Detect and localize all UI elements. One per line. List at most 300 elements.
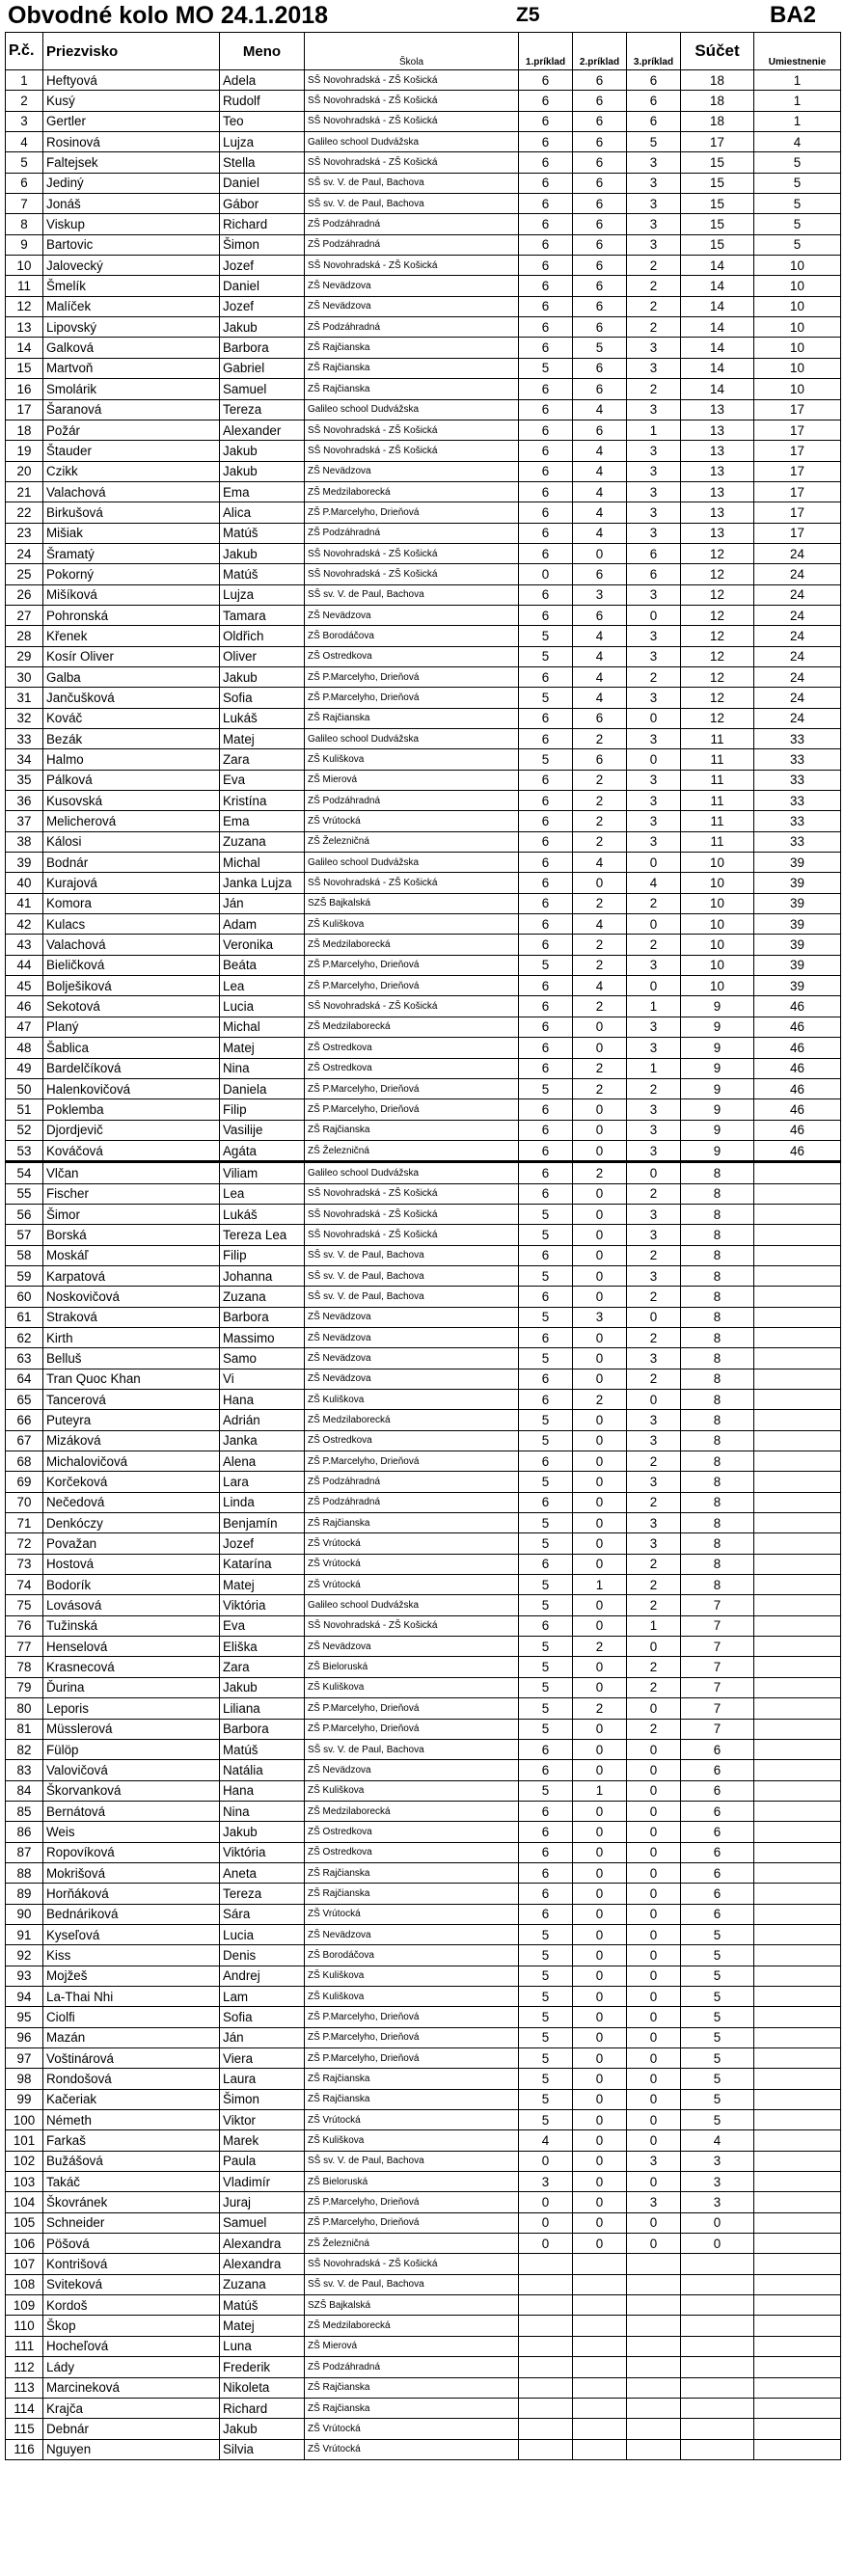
cell-number: 7 xyxy=(6,194,43,214)
cell-school: ZŠ Ostredkova xyxy=(305,1058,519,1078)
cell-task2: 2 xyxy=(573,811,627,831)
cell-school: SŠ sv. V. de Paul, Bachova xyxy=(305,1739,519,1759)
cell-task2: 0 xyxy=(573,1120,627,1140)
cell-number: 45 xyxy=(6,976,43,996)
table-row xyxy=(6,2295,841,2316)
cell-task3: 0 xyxy=(627,1986,681,2006)
cell-rank xyxy=(754,1719,841,1739)
cell-task2: 0 xyxy=(573,2234,627,2254)
col-header-total: Súčet xyxy=(681,33,754,70)
cell-task1 xyxy=(519,2398,573,2418)
cell-rank: 39 xyxy=(754,976,841,996)
cell-task1: 5 xyxy=(519,1986,573,2006)
cell-surname: Fischer xyxy=(43,1183,220,1204)
cell-surname: Bezák xyxy=(43,729,220,749)
cell-task3: 3 xyxy=(627,688,681,708)
cell-task3: 3 xyxy=(627,1099,681,1120)
cell-rank xyxy=(754,2295,841,2316)
table-row xyxy=(6,214,841,234)
cell-number: 79 xyxy=(6,1677,43,1697)
cell-school: ZŠ Borodáčova xyxy=(305,626,519,646)
cell-total: 10 xyxy=(681,935,754,955)
cell-task1: 6 xyxy=(519,1862,573,1883)
cell-task1 xyxy=(519,2274,573,2294)
cell-task3: 3 xyxy=(627,461,681,481)
cell-rank xyxy=(754,1430,841,1451)
cell-name: Katarína xyxy=(220,1554,305,1574)
table-row xyxy=(6,1719,841,1739)
table-row xyxy=(6,2377,841,2398)
cell-name: Frederik xyxy=(220,2357,305,2377)
cell-task1: 5 xyxy=(519,1533,573,1554)
cell-rank xyxy=(754,1369,841,1389)
cell-task3: 2 xyxy=(627,1575,681,1595)
table-row xyxy=(6,1986,841,2006)
cell-number: 98 xyxy=(6,2069,43,2089)
cell-task2: 2 xyxy=(573,1058,627,1078)
table-row xyxy=(6,256,841,276)
cell-school: ZŠ Rajčianska xyxy=(305,1513,519,1533)
cell-surname: Kiss xyxy=(43,1945,220,1966)
cell-school: ZŠ Nevädzova xyxy=(305,461,519,481)
table-row xyxy=(6,338,841,358)
table-row xyxy=(6,749,841,770)
cell-task1: 6 xyxy=(519,1162,573,1183)
cell-rank: 17 xyxy=(754,461,841,481)
table-row xyxy=(6,91,841,111)
cell-name: Jakub xyxy=(220,1822,305,1842)
cell-name: Zuzana xyxy=(220,2274,305,2294)
cell-task3: 0 xyxy=(627,2048,681,2069)
cell-total: 0 xyxy=(681,2234,754,2254)
cell-total: 12 xyxy=(681,688,754,708)
table-row xyxy=(6,893,841,913)
table-row xyxy=(6,914,841,935)
cell-task2: 4 xyxy=(573,626,627,646)
cell-task1: 5 xyxy=(519,2069,573,2089)
table-row xyxy=(6,70,841,91)
cell-rank xyxy=(754,1451,841,1472)
cell-task3: 3 xyxy=(627,1140,681,1161)
cell-name: Jozef xyxy=(220,1533,305,1554)
cell-total: 3 xyxy=(681,2151,754,2171)
cell-surname: Rondošová xyxy=(43,2069,220,2089)
cell-surname: Nguyen xyxy=(43,2439,220,2459)
cell-task1: 6 xyxy=(519,194,573,214)
cell-task2 xyxy=(573,2254,627,2274)
cell-rank: 33 xyxy=(754,729,841,749)
cell-surname: Škorvanková xyxy=(43,1780,220,1801)
cell-name: Šimon xyxy=(220,2089,305,2109)
cell-total: 8 xyxy=(681,1430,754,1451)
cell-surname: Valachová xyxy=(43,935,220,955)
cell-surname: Lipovský xyxy=(43,317,220,338)
cell-surname: Bužášová xyxy=(43,2151,220,2171)
table-row xyxy=(6,2048,841,2069)
cell-school: ZŠ P.Marcelyho, Drieňová xyxy=(305,2007,519,2027)
cell-rank xyxy=(754,1245,841,1265)
cell-name: Alexander xyxy=(220,420,305,440)
cell-total: 7 xyxy=(681,1615,754,1636)
cell-number: 68 xyxy=(6,1451,43,1472)
cell-rank xyxy=(754,2172,841,2192)
cell-number: 46 xyxy=(6,996,43,1017)
cell-total: 6 xyxy=(681,1760,754,1780)
cell-number: 50 xyxy=(6,1078,43,1098)
cell-number: 1 xyxy=(6,70,43,91)
cell-task1: 6 xyxy=(519,770,573,790)
cell-rank xyxy=(754,1265,841,1286)
cell-task1: 6 xyxy=(519,173,573,193)
cell-total: 8 xyxy=(681,1225,754,1245)
cell-total: 14 xyxy=(681,317,754,338)
cell-school: SŠ sv. V. de Paul, Bachova xyxy=(305,2151,519,2171)
cell-name: Richard xyxy=(220,214,305,234)
cell-name: Tereza xyxy=(220,1884,305,1904)
cell-number: 40 xyxy=(6,873,43,893)
cell-number: 95 xyxy=(6,2007,43,2027)
cell-task3 xyxy=(627,2439,681,2459)
cell-rank xyxy=(754,1966,841,1986)
cell-task3: 3 xyxy=(627,214,681,234)
group-label: BA2 xyxy=(770,2,817,28)
cell-name: Matej xyxy=(220,1575,305,1595)
cell-total: 12 xyxy=(681,605,754,625)
cell-task1: 6 xyxy=(519,584,573,605)
cell-name: Matúš xyxy=(220,564,305,584)
cell-task2: 0 xyxy=(573,1513,627,1533)
cell-task2: 6 xyxy=(573,194,627,214)
cell-task1: 6 xyxy=(519,708,573,728)
cell-task1: 6 xyxy=(519,893,573,913)
cell-school: ZŠ Kuliškova xyxy=(305,1677,519,1697)
cell-name: Šimon xyxy=(220,234,305,255)
cell-task3: 3 xyxy=(627,358,681,378)
cell-school: SŠ sv. V. de Paul, Bachova xyxy=(305,1265,519,1286)
table-row xyxy=(6,1225,841,1245)
cell-name: Veronika xyxy=(220,935,305,955)
cell-name: Paula xyxy=(220,2151,305,2171)
cell-number: 30 xyxy=(6,666,43,687)
cell-number: 19 xyxy=(6,441,43,461)
cell-total: 6 xyxy=(681,1822,754,1842)
cell-task1: 5 xyxy=(519,1225,573,1245)
cell-school: ZŠ Nevädzova xyxy=(305,1369,519,1389)
cell-task1: 6 xyxy=(519,1245,573,1265)
cell-total xyxy=(681,2295,754,2316)
cell-task3: 2 xyxy=(627,1554,681,1574)
cell-task2: 4 xyxy=(573,441,627,461)
cell-surname: Marcineková xyxy=(43,2377,220,2398)
cell-surname: Valachová xyxy=(43,481,220,502)
cell-task3: 0 xyxy=(627,1760,681,1780)
cell-total: 8 xyxy=(681,1162,754,1183)
cell-school: ZŠ Nevädzova xyxy=(305,1637,519,1657)
cell-school: ZŠ Vrútocká xyxy=(305,2419,519,2439)
cell-task3: 3 xyxy=(627,502,681,523)
cell-rank xyxy=(754,1595,841,1615)
cell-surname: Ropovíková xyxy=(43,1842,220,1862)
cell-surname: Viskup xyxy=(43,214,220,234)
table-row xyxy=(6,873,841,893)
cell-task2: 6 xyxy=(573,317,627,338)
cell-name: Jakub xyxy=(220,666,305,687)
cell-surname: Puteyra xyxy=(43,1410,220,1430)
cell-rank: 5 xyxy=(754,234,841,255)
cell-school: ZŠ P.Marcelyho, Drieňová xyxy=(305,666,519,687)
cell-total: 10 xyxy=(681,853,754,873)
cell-surname: Valovičová xyxy=(43,1760,220,1780)
cell-task1: 5 xyxy=(519,646,573,666)
table-row xyxy=(6,2419,841,2439)
cell-school: SŠ Novohradská - ZŠ Košická xyxy=(305,996,519,1017)
cell-rank: 4 xyxy=(754,132,841,152)
table-row xyxy=(6,132,841,152)
cell-task2: 0 xyxy=(573,1204,627,1224)
cell-task3 xyxy=(627,2336,681,2356)
cell-task2: 2 xyxy=(573,791,627,811)
cell-task1: 5 xyxy=(519,1513,573,1533)
cell-task2: 0 xyxy=(573,1265,627,1286)
cell-school: SŠ sv. V. de Paul, Bachova xyxy=(305,194,519,214)
table-row xyxy=(6,152,841,173)
cell-task2 xyxy=(573,2398,627,2418)
cell-surname: Halmo xyxy=(43,749,220,770)
cell-school: Galileo school Dudvážska xyxy=(305,399,519,420)
cell-task2: 6 xyxy=(573,214,627,234)
cell-rank: 24 xyxy=(754,584,841,605)
cell-name: Zara xyxy=(220,1657,305,1677)
cell-task3: 3 xyxy=(627,1472,681,1492)
cell-name: Viktória xyxy=(220,1842,305,1862)
cell-task1: 5 xyxy=(519,1945,573,1966)
cell-name: Viktor xyxy=(220,2110,305,2130)
cell-task2: 4 xyxy=(573,914,627,935)
table-row xyxy=(6,194,841,214)
cell-number: 14 xyxy=(6,338,43,358)
cell-task2: 6 xyxy=(573,234,627,255)
cell-number: 69 xyxy=(6,1472,43,1492)
cell-school: ZŠ P.Marcelyho, Drieňová xyxy=(305,1451,519,1472)
table-row xyxy=(6,1058,841,1078)
table-row xyxy=(6,1078,841,1098)
cell-school: Galileo school Dudvážska xyxy=(305,729,519,749)
cell-task3: 1 xyxy=(627,1058,681,1078)
cell-task2: 6 xyxy=(573,379,627,399)
table-row xyxy=(6,481,841,502)
cell-task3: 0 xyxy=(627,2069,681,2089)
cell-surname: Mojžeš xyxy=(43,1966,220,1986)
cell-name: Matej xyxy=(220,2316,305,2336)
cell-task3: 2 xyxy=(627,1719,681,1739)
cell-name: Kristína xyxy=(220,791,305,811)
cell-task1: 5 xyxy=(519,749,573,770)
col-header-school: Škola xyxy=(305,33,519,70)
cell-total: 12 xyxy=(681,564,754,584)
cell-task1: 6 xyxy=(519,132,573,152)
cell-task1: 6 xyxy=(519,1017,573,1037)
cell-task1: 6 xyxy=(519,976,573,996)
cell-school: ZŠ Vrútocká xyxy=(305,811,519,831)
cell-surname: Sekotová xyxy=(43,996,220,1017)
cell-name: Marek xyxy=(220,2130,305,2151)
table-row xyxy=(6,1513,841,1533)
cell-task1: 5 xyxy=(519,1575,573,1595)
table-row xyxy=(6,1451,841,1472)
cell-total: 3 xyxy=(681,2172,754,2192)
cell-total: 9 xyxy=(681,1058,754,1078)
cell-number: 53 xyxy=(6,1140,43,1161)
header-row xyxy=(6,33,841,70)
cell-number: 110 xyxy=(6,2316,43,2336)
cell-number: 38 xyxy=(6,831,43,852)
cell-number: 17 xyxy=(6,399,43,420)
cell-total: 14 xyxy=(681,256,754,276)
cell-task1: 6 xyxy=(519,70,573,91)
cell-total: 9 xyxy=(681,1078,754,1098)
cell-task1: 5 xyxy=(519,1204,573,1224)
cell-task3: 0 xyxy=(627,2007,681,2027)
cell-rank: 39 xyxy=(754,955,841,975)
cell-school: ZŠ Kuliškova xyxy=(305,1966,519,1986)
cell-name: Adrián xyxy=(220,1410,305,1430)
cell-number: 27 xyxy=(6,605,43,625)
cell-school: SŠ Novohradská - ZŠ Košická xyxy=(305,420,519,440)
cell-number: 76 xyxy=(6,1615,43,1636)
cell-task3: 3 xyxy=(627,1204,681,1224)
cell-task1: 5 xyxy=(519,1677,573,1697)
cell-surname: Galba xyxy=(43,666,220,687)
cell-school: ZŠ Borodáčova xyxy=(305,1945,519,1966)
cell-school: ZŠ Železničná xyxy=(305,831,519,852)
cell-total: 12 xyxy=(681,646,754,666)
cell-school: SŠ sv. V. de Paul, Bachova xyxy=(305,1287,519,1307)
cell-name: Sofia xyxy=(220,2007,305,2027)
cell-total: 3 xyxy=(681,2192,754,2212)
table-row xyxy=(6,1099,841,1120)
cell-task1: 6 xyxy=(519,502,573,523)
cell-number: 100 xyxy=(6,2110,43,2130)
cell-school: ZŠ P.Marcelyho, Drieňová xyxy=(305,1719,519,1739)
cell-task2: 2 xyxy=(573,831,627,852)
cell-name: Zuzana xyxy=(220,1287,305,1307)
cell-total xyxy=(681,2419,754,2439)
cell-task3: 0 xyxy=(627,605,681,625)
cell-task2: 0 xyxy=(573,1739,627,1759)
table-row xyxy=(6,853,841,873)
cell-school: ZŠ P.Marcelyho, Drieňová xyxy=(305,2027,519,2047)
cell-task1: 3 xyxy=(519,2172,573,2192)
cell-task1 xyxy=(519,2419,573,2439)
cell-task1: 6 xyxy=(519,1739,573,1759)
cell-rank xyxy=(754,1698,841,1719)
cell-name: Samo xyxy=(220,1348,305,1369)
cell-surname: Djordjevič xyxy=(43,1120,220,1140)
cell-name: Sára xyxy=(220,1904,305,1924)
cell-task1: 6 xyxy=(519,873,573,893)
cell-number: 101 xyxy=(6,2130,43,2151)
cell-name: Nikoleta xyxy=(220,2377,305,2398)
table-row xyxy=(6,441,841,461)
cell-task2: 0 xyxy=(573,543,627,563)
cell-task1: 6 xyxy=(519,317,573,338)
cell-rank xyxy=(754,1533,841,1554)
cell-number: 73 xyxy=(6,1554,43,1574)
cell-number: 36 xyxy=(6,791,43,811)
table-row xyxy=(6,461,841,481)
cell-school: SŠ Novohradská - ZŠ Košická xyxy=(305,256,519,276)
cell-task3: 3 xyxy=(627,399,681,420)
cell-name: Filip xyxy=(220,1099,305,1120)
cell-task3: 0 xyxy=(627,2234,681,2254)
cell-task2: 2 xyxy=(573,935,627,955)
table-row xyxy=(6,1492,841,1512)
cell-number: 108 xyxy=(6,2274,43,2294)
cell-name: Daniel xyxy=(220,173,305,193)
cell-task1: 5 xyxy=(519,1657,573,1677)
cell-number: 48 xyxy=(6,1038,43,1058)
cell-task1: 6 xyxy=(519,441,573,461)
cell-surname: Gertler xyxy=(43,111,220,131)
cell-number: 90 xyxy=(6,1904,43,1924)
cell-rank: 10 xyxy=(754,338,841,358)
cell-number: 87 xyxy=(6,1842,43,1862)
cell-task3: 5 xyxy=(627,132,681,152)
cell-task3: 3 xyxy=(627,441,681,461)
cell-total: 7 xyxy=(681,1657,754,1677)
cell-total: 13 xyxy=(681,461,754,481)
col-header-task1: 1.príklad xyxy=(519,33,573,70)
cell-name: Jozef xyxy=(220,256,305,276)
cell-task3: 6 xyxy=(627,543,681,563)
cell-surname: Bednáriková xyxy=(43,1904,220,1924)
cell-task2: 5 xyxy=(573,338,627,358)
cell-task1: 5 xyxy=(519,688,573,708)
cell-task2: 6 xyxy=(573,256,627,276)
cell-task2: 0 xyxy=(573,2069,627,2089)
cell-task2: 0 xyxy=(573,1430,627,1451)
table-row xyxy=(6,1533,841,1554)
table-row xyxy=(6,2254,841,2274)
cell-task3: 6 xyxy=(627,564,681,584)
table-row xyxy=(6,1369,841,1389)
cell-name: Lujza xyxy=(220,132,305,152)
cell-number: 10 xyxy=(6,256,43,276)
cell-task1: 4 xyxy=(519,2130,573,2151)
table-row xyxy=(6,1348,841,1369)
cell-school: ZŠ Vrútocká xyxy=(305,1554,519,1574)
cell-task2: 0 xyxy=(573,1677,627,1697)
cell-task2: 0 xyxy=(573,2192,627,2212)
cell-task3: 3 xyxy=(627,811,681,831)
cell-task3: 0 xyxy=(627,1780,681,1801)
cell-total: 8 xyxy=(681,1533,754,1554)
cell-school: SZŠ Bajkalská xyxy=(305,2295,519,2316)
cell-task1 xyxy=(519,2336,573,2356)
table-row xyxy=(6,1430,841,1451)
cell-task2: 4 xyxy=(573,461,627,481)
cell-school: ZŠ Medzilaborecká xyxy=(305,1017,519,1037)
cell-task2: 0 xyxy=(573,1595,627,1615)
cell-school: ZŠ Kuliškova xyxy=(305,1780,519,1801)
cell-total: 9 xyxy=(681,996,754,1017)
cell-task2: 6 xyxy=(573,358,627,378)
cell-rank: 24 xyxy=(754,666,841,687)
table-row xyxy=(6,2274,841,2294)
cell-total: 8 xyxy=(681,1327,754,1347)
cell-task1: 6 xyxy=(519,296,573,316)
cell-number: 89 xyxy=(6,1884,43,1904)
